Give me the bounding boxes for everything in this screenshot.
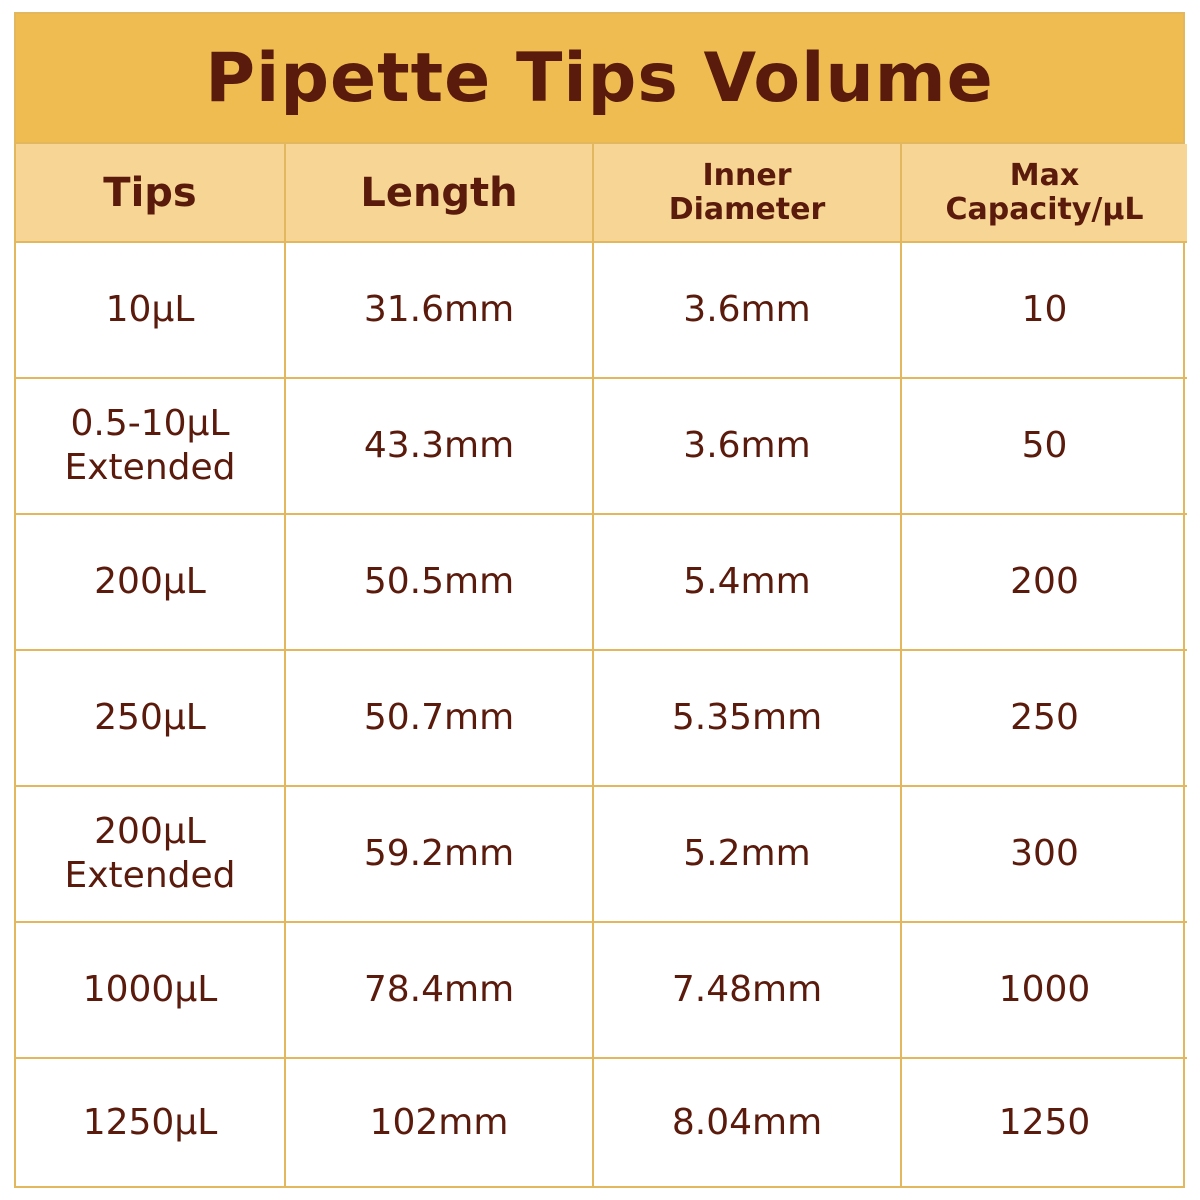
cell-length: 50.5mm	[285, 514, 593, 650]
cell-tips: 10µL	[16, 242, 285, 378]
table-row	[16, 1058, 1187, 1187]
cell-length: 102mm	[285, 1058, 593, 1187]
header-inner-diameter: Inner Diameter	[593, 144, 901, 242]
page-title: Pipette Tips Volume	[205, 38, 994, 118]
title-bar	[16, 14, 1183, 144]
cell-max-capacity: 10	[901, 242, 1187, 378]
cell-inner-diameter: 5.2mm	[593, 786, 901, 922]
pipette-tips-table-frame	[14, 12, 1185, 1188]
header-length: Length	[285, 144, 593, 242]
header-tips: Tips	[16, 144, 285, 242]
cell-length: 50.7mm	[285, 650, 593, 786]
cell-inner-diameter: 5.4mm	[593, 514, 901, 650]
cell-length: 31.6mm	[285, 242, 593, 378]
cell-tips: 1000µL	[16, 922, 285, 1058]
header-max-capacity: Max Capacity/µL	[901, 144, 1187, 242]
cell-max-capacity: 300	[901, 786, 1187, 922]
cell-inner-diameter: 8.04mm	[593, 1058, 901, 1187]
table-row	[16, 242, 1187, 378]
cell-tips: 1250µL	[16, 1058, 285, 1187]
table-row	[16, 922, 1187, 1058]
cell-max-capacity: 250	[901, 650, 1187, 786]
cell-max-capacity: 1000	[901, 922, 1187, 1058]
cell-tips: 200µL Extended	[16, 786, 285, 922]
cell-inner-diameter: 7.48mm	[593, 922, 901, 1058]
pipette-tips-table	[16, 144, 1187, 1187]
cell-length: 59.2mm	[285, 786, 593, 922]
cell-tips: 250µL	[16, 650, 285, 786]
cell-max-capacity: 50	[901, 378, 1187, 514]
table-row	[16, 378, 1187, 514]
table-row	[16, 650, 1187, 786]
cell-tips: 200µL	[16, 514, 285, 650]
cell-inner-diameter: 5.35mm	[593, 650, 901, 786]
cell-tips: 0.5-10µL Extended	[16, 378, 285, 514]
table-row	[16, 514, 1187, 650]
cell-max-capacity: 200	[901, 514, 1187, 650]
cell-inner-diameter: 3.6mm	[593, 242, 901, 378]
cell-length: 78.4mm	[285, 922, 593, 1058]
table-row	[16, 786, 1187, 922]
cell-inner-diameter: 3.6mm	[593, 378, 901, 514]
cell-max-capacity: 1250	[901, 1058, 1187, 1187]
header-row	[16, 144, 1187, 242]
cell-length: 43.3mm	[285, 378, 593, 514]
